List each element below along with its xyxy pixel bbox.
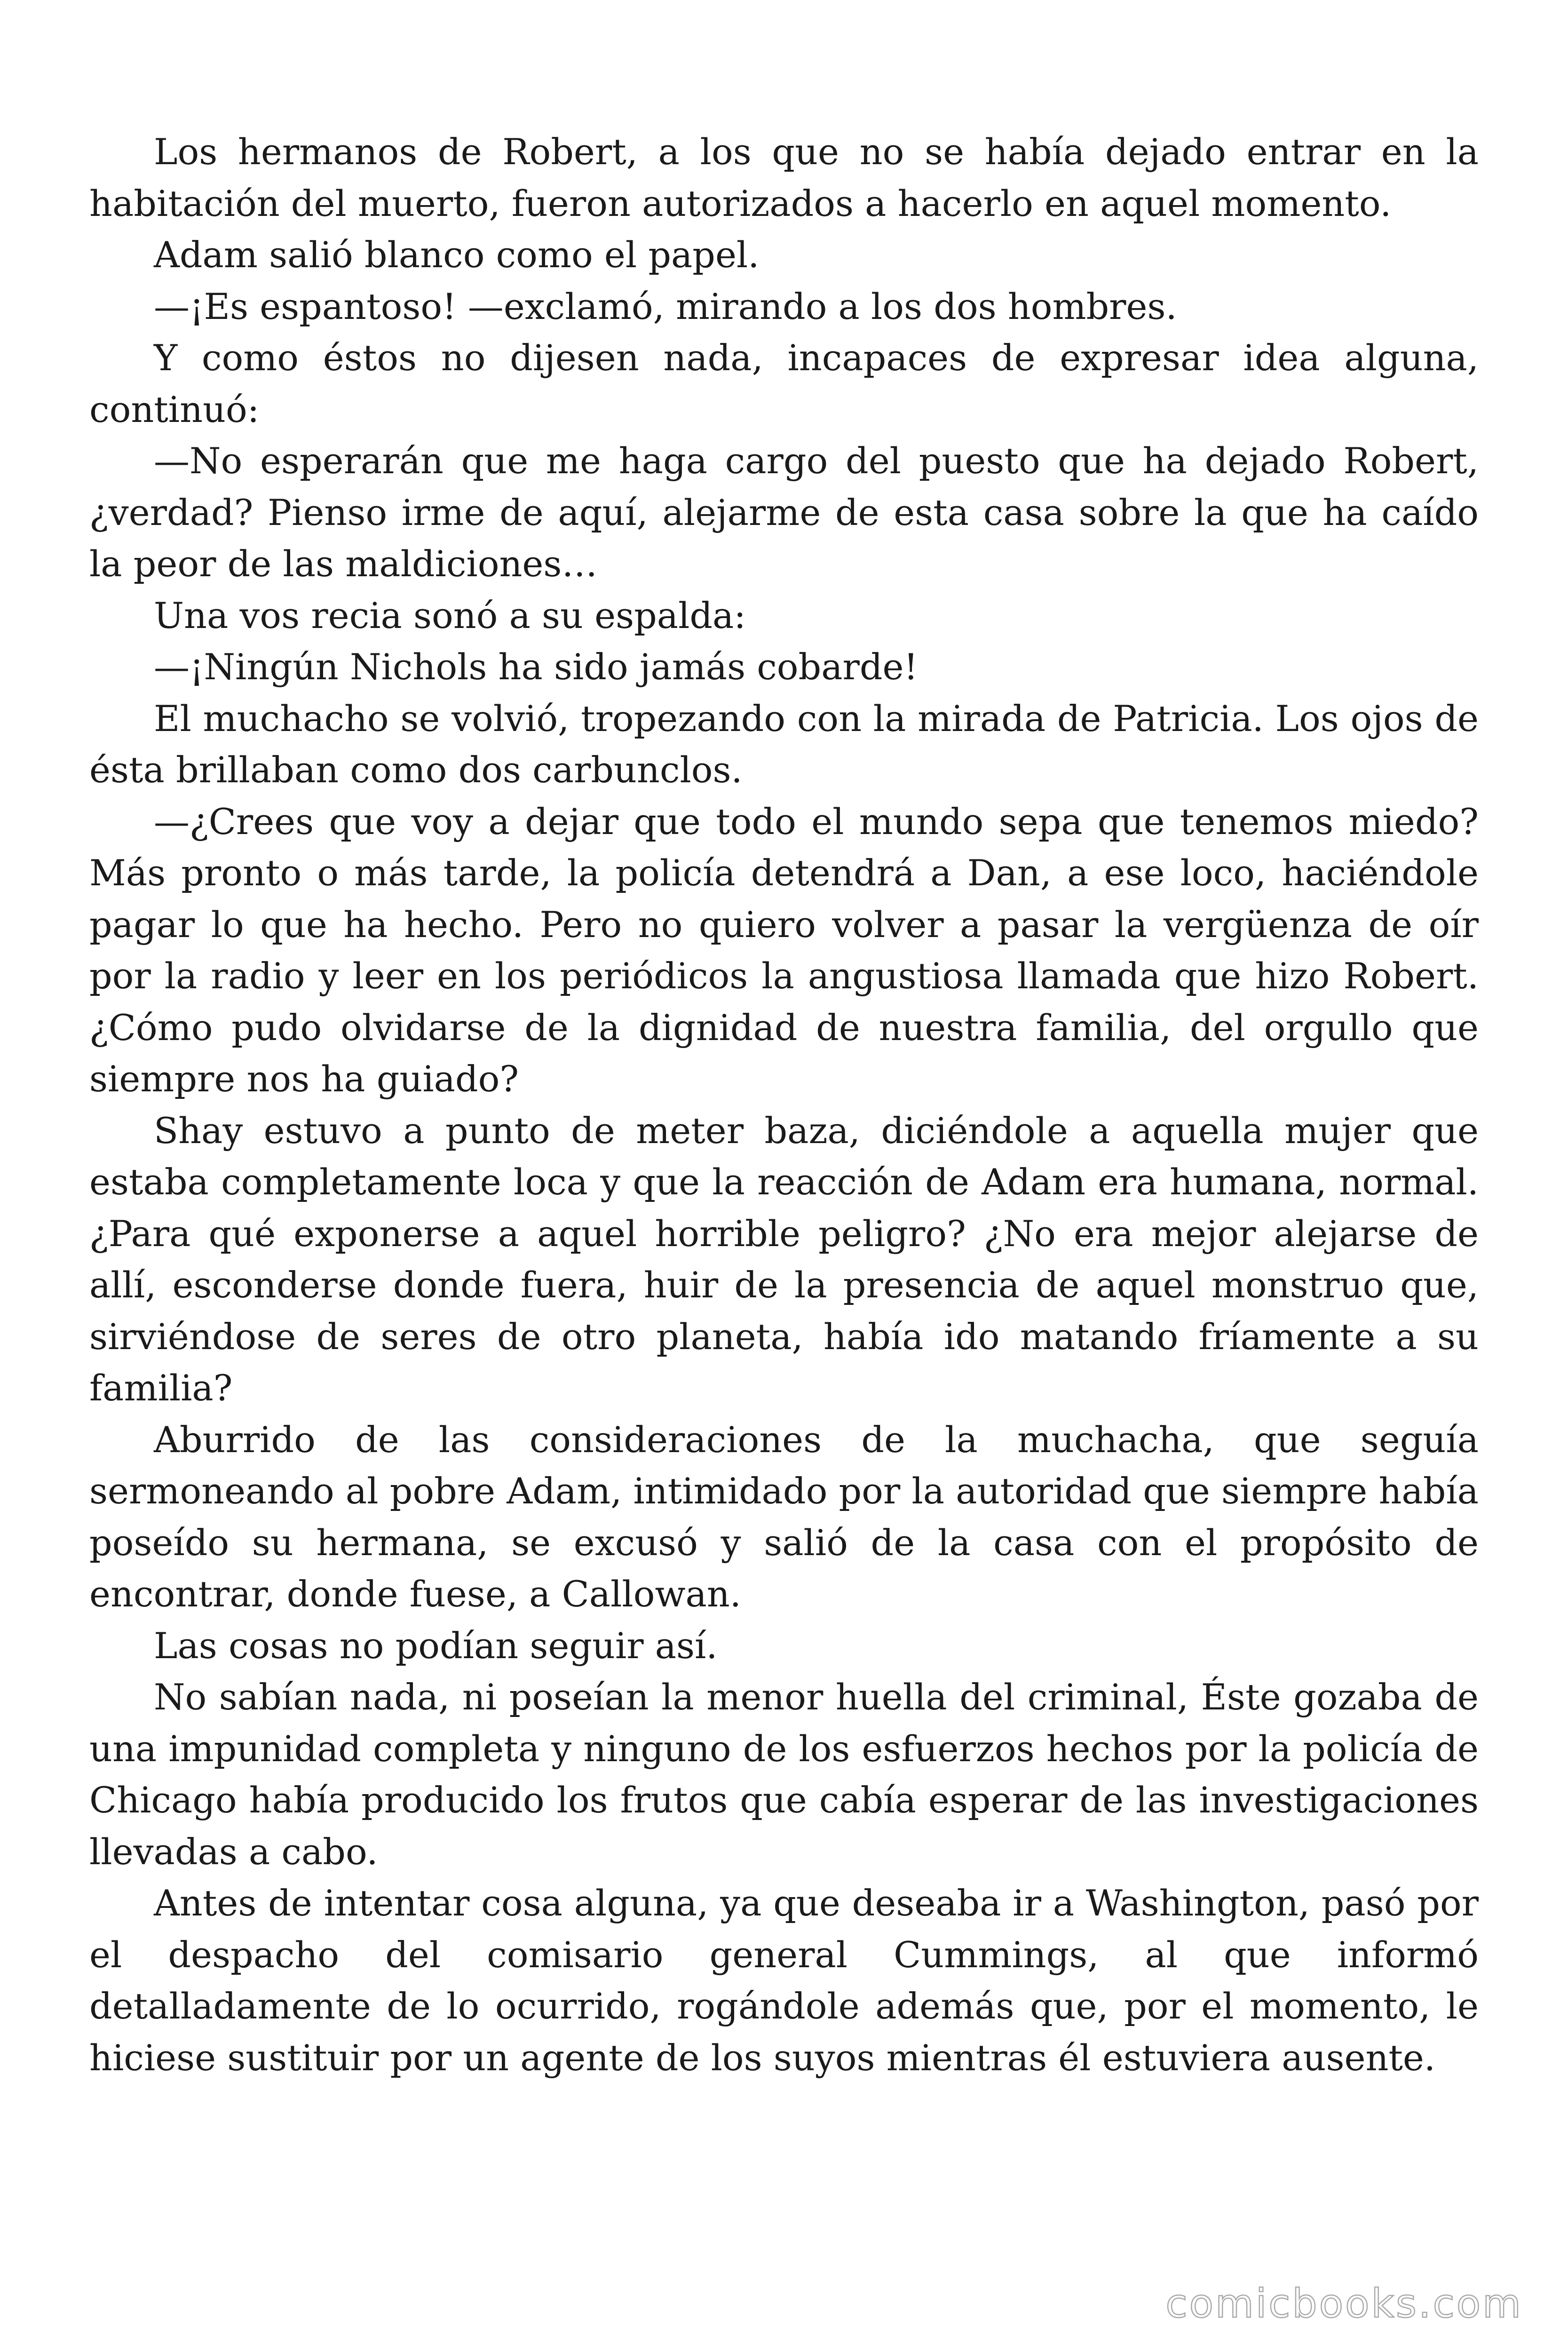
page-body (89, 126, 1479, 2083)
paragraph: Y como éstos no dijesen nada, incapaces de expresar idea alguna, continuó: (89, 337, 1479, 430)
paragraph: Adam salió blanco como el papel. (154, 234, 760, 276)
paragraph: —¡Es espantoso! —exclamó, mirando a los dos hombres. (154, 285, 1177, 327)
paragraph: Una vos recia sonó a su espalda: (154, 594, 746, 636)
paragraph: —No esperarán que me haga cargo del puesto que ha dejado Robert, ¿verdad? Pienso irme de aquí, alejarme de esta casa sobre la que ha caído la peor de las maldiciones… (89, 440, 1479, 585)
paragraph: Los hermanos de Robert, a los que no se había dejado entrar en la habitación del muerto, fueron autorizados a hacerlo en aquel momento. (89, 131, 1479, 224)
paragraph: —¿Crees que voy a dejar que todo el mundo sepa que tenemos miedo? Más pronto o más tarde, la policía detendrá a Dan, a ese loco, haciéndole pagar lo que ha hecho. Pero no quiero volver a pasar la vergüenza de oír por la radio y leer en los periódicos la angustiosa llamada que hizo Robert. ¿Cómo pudo olvidarse de la dignidad de nuestra familia, del orgullo que siempre nos ha guiado? (89, 800, 1479, 1100)
paragraph: Las cosas no podían seguir así. (154, 1624, 718, 1667)
watermark: comicbooks.com (1165, 2280, 1523, 2327)
paragraph: Shay estuvo a punto de meter baza, diciéndole a aquella mujer que estaba completamente loca y que la reacción de Adam era humana, normal. ¿Para qué exponerse a aquel horrible peligro? ¿No era mejor alejarse de allí, esconderse donde fuera, huir de la presencia de aquel monstruo que, sirviéndose de seres de otro planeta, había ido matando fríamente a su familia? (89, 1109, 1479, 1409)
paragraph: Antes de intentar cosa alguna, ya que deseaba ir a Washington, pasó por el despacho del comisario general Cummings, al que informó detalladamente de lo ocurrido, rogándole además que, por el momento, le hiciese sustituir por un agente de los suyos mientras él estuviera ausente. (89, 1882, 1479, 2079)
paragraph: Aburrido de las consideraciones de la muchacha, que seguía sermoneando al pobre Adam, intimidado por la autoridad que siempre había poseído su hermana, se excusó y salió de la casa con el propósito de encontrar, donde fuese, a Callowan. (89, 1418, 1479, 1615)
paragraph: No sabían nada, ni poseían la menor huella del criminal, Éste gozaba de una impunidad completa y ninguno de los esfuerzos hechos por la policía de Chicago había producido los frutos que cabía esperar de las investigaciones llevadas a cabo. (89, 1676, 1479, 1873)
paragraph: El muchacho se volvió, tropezando con la mirada de Patricia. Los ojos de ésta brillaban como dos carbunclos. (89, 697, 1479, 791)
paragraph: —¡Ningún Nichols ha sido jamás cobarde! (154, 646, 919, 688)
